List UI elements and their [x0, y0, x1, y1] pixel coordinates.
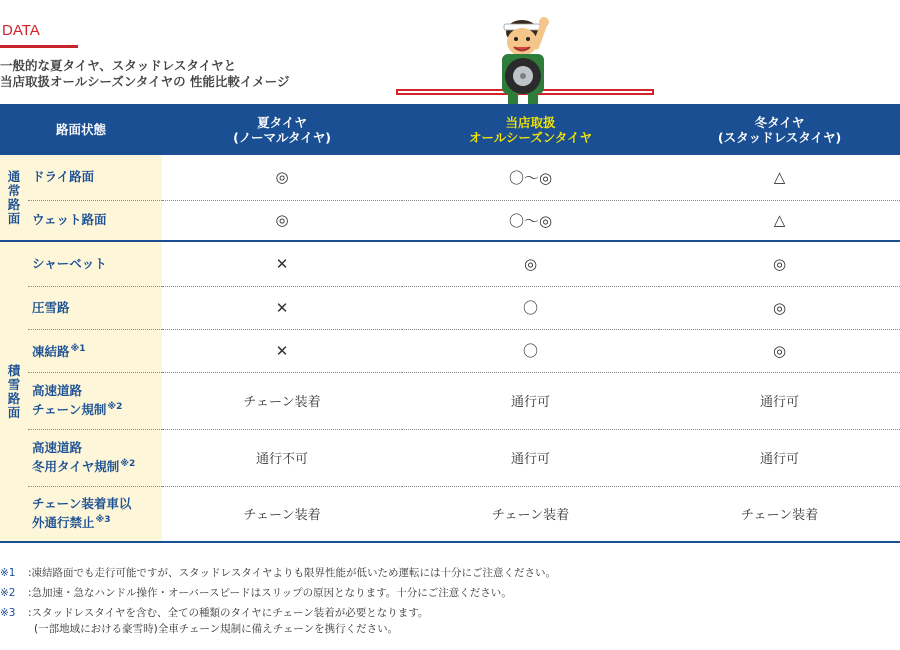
cell-allseason: ◎: [402, 241, 659, 286]
footnote-text: :凍結路面でも走行可能ですが、スタッドレスタイヤよりも限界性能が低いため運転には十分にご注意ください。: [28, 567, 557, 579]
cell-allseason: チェーン装着: [402, 486, 659, 542]
header-winter-line2: (スタッドレスタイヤ): [717, 129, 842, 145]
group-char: 常: [7, 182, 21, 198]
footnote-key: ※1: [0, 567, 16, 579]
footnote-2: [0, 585, 556, 601]
group-char: 面: [7, 404, 21, 420]
table-row: [0, 429, 900, 486]
table-row: [0, 329, 900, 372]
cell-allseason: 〇: [402, 286, 659, 329]
footnote-key: ※3: [0, 607, 16, 619]
row-label-sherbet: シャーベット: [28, 241, 162, 286]
footnote-text: :急加速・急なハンドル操作・オーバースピードはスリップの原因となります。十分にご注意ください。: [28, 587, 512, 599]
row-label-line1: チェーン装着車以: [32, 496, 132, 512]
note-ref: ※3: [95, 515, 111, 526]
row-label-dry: ドライ路面: [28, 155, 162, 200]
cell-summer: ✕: [162, 329, 402, 372]
header-summer-tire: [162, 104, 402, 155]
heading-line-2: 当店取扱オールシーズンタイヤの 性能比較イメージ: [0, 74, 290, 89]
cell-summer: ◎: [162, 155, 402, 200]
group-snow-road: [0, 241, 28, 542]
section-label: DATA: [2, 22, 40, 39]
header-winter-line1: 冬タイヤ: [754, 114, 805, 130]
header-summer-line1: 夏タイヤ: [257, 114, 307, 130]
heading-line-1: 一般的な夏タイヤ、スタッドレスタイヤと: [0, 58, 237, 73]
cell-allseason: 〇: [402, 329, 659, 372]
cell-winter: ◎: [659, 286, 900, 329]
header-allseason-line1: 当店取扱: [505, 114, 556, 130]
footnote-key: ※2: [0, 587, 16, 599]
header-allseason-tire: [402, 104, 659, 155]
footnote-text: :スタッドレスタイヤを含む、全ての種類のタイヤにチェーン装着が必要となります。: [28, 607, 429, 619]
cell-allseason: 通行可: [402, 429, 659, 486]
cell-summer: チェーン装着: [162, 486, 402, 542]
cell-winter: △: [659, 200, 900, 241]
header-allseason-line2: オールシーズンタイヤ: [468, 129, 593, 145]
table-row: [0, 155, 900, 200]
row-label-packed-snow: 圧雪路: [28, 286, 162, 329]
row-label-line2: 外通行禁止: [32, 515, 95, 531]
group-char: 通: [7, 168, 21, 184]
page-heading: [0, 58, 290, 90]
cell-summer: チェーン装着: [162, 372, 402, 429]
section-underline: [0, 45, 78, 48]
group-char: 積: [7, 362, 21, 378]
footnotes: [0, 565, 556, 637]
note-ref: ※1: [70, 344, 86, 354]
row-label-line1: 高速道路: [32, 440, 83, 455]
header-winter-tire: [659, 104, 900, 155]
row-label-line1: 高速道路: [32, 383, 83, 398]
table-header-row: [0, 104, 900, 155]
group-char: 路: [7, 390, 21, 406]
cell-summer: ✕: [162, 286, 402, 329]
note-ref: ※2: [107, 402, 123, 412]
group-normal-road: [0, 155, 28, 241]
row-label-line2: 冬用タイヤ規制: [32, 459, 120, 474]
row-label-text: 凍結路: [32, 344, 70, 359]
header-summer-line2: (ノーマルタイヤ): [233, 129, 331, 145]
footnote-1: [0, 565, 556, 581]
header-road-condition: 路面状態: [0, 104, 162, 155]
cell-winter: 通行可: [659, 429, 900, 486]
cell-allseason: 〇〜◎: [402, 200, 659, 241]
cell-summer: ◎: [162, 200, 402, 241]
row-label-chain-only: [28, 486, 162, 542]
cell-summer: 通行不可: [162, 429, 402, 486]
cell-allseason: 通行可: [402, 372, 659, 429]
mascot-illustration: [486, 14, 562, 112]
table-row: [0, 200, 900, 241]
group-char: 路: [7, 196, 21, 212]
cell-allseason: 〇〜◎: [402, 155, 659, 200]
row-label-highway-chain: [28, 372, 162, 429]
cell-winter: 通行可: [659, 372, 900, 429]
footnote-3: [0, 605, 556, 621]
note-ref: ※2: [120, 459, 136, 469]
table-row: [0, 286, 900, 329]
row-label-highway-winter-tire: [28, 429, 162, 486]
footnote-3-continuation: (一部地域における豪雪時)全車チェーン規制に備えチェーンを携行ください。: [34, 623, 399, 635]
table-row: [0, 241, 900, 286]
cell-summer: ✕: [162, 241, 402, 286]
row-label-wet: ウェット路面: [28, 200, 162, 241]
cell-winter: △: [659, 155, 900, 200]
table-row: [0, 486, 900, 542]
group-char: 雪: [7, 376, 21, 392]
cell-winter: ◎: [659, 329, 900, 372]
row-label-icy: [28, 329, 162, 372]
group-char: 面: [7, 210, 21, 226]
comparison-table: [0, 104, 900, 543]
table-row: [0, 372, 900, 429]
row-label-line2: チェーン規制: [32, 402, 107, 417]
cell-winter: チェーン装着: [659, 486, 900, 542]
cell-winter: ◎: [659, 241, 900, 286]
